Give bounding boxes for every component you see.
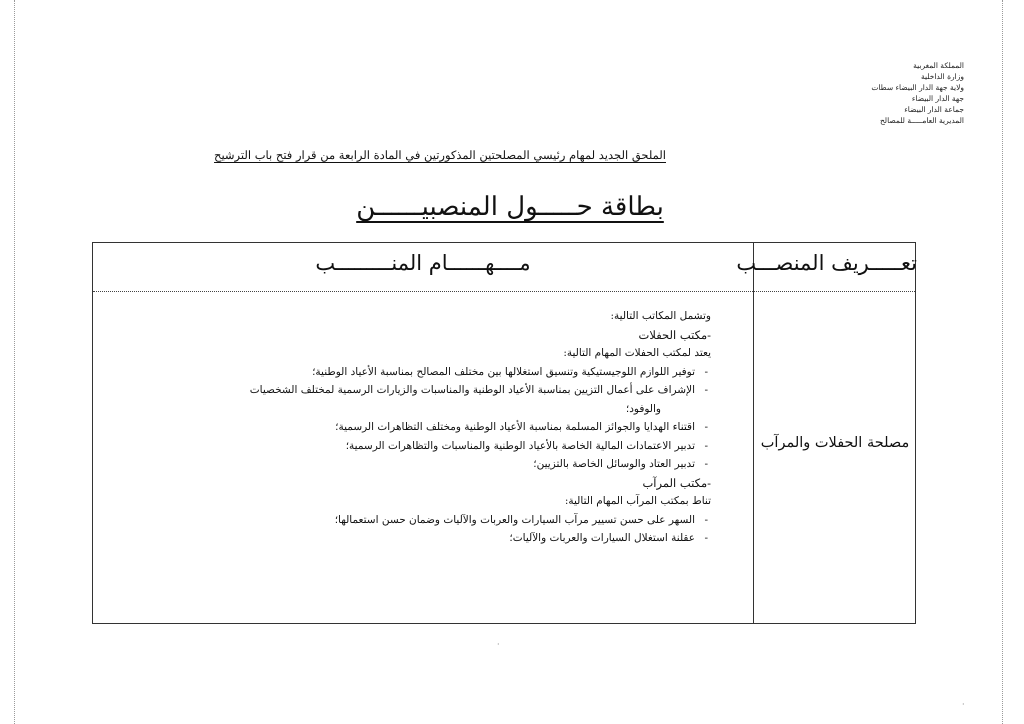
annex-title: الملحق الجديد لمهام رئيسي المصلحتين المذكورتين في المادة الرابعة من قرار فتح باب الترشيح: [214, 148, 666, 162]
office-heading-celebrations: -مكتب الحفلات: [638, 327, 711, 342]
task-item: - اقتناء الهدايا والجوائز المسلمة بمناسبة الأعياد الوطنية ومختلف التظاهرات الرسمية؛: [111, 418, 711, 437]
header-line: المملكة المغربية: [913, 61, 964, 70]
office-heading-garage: -مكتب المرآب: [642, 475, 711, 490]
task-item: - السهر على حسن تسيير مرآب السيارات والعربات والآليات وضمان حسن استعمالها؛: [111, 511, 711, 530]
card-title: بطاقة حـــــول المنصبيــــــن: [356, 192, 664, 222]
header-line: جماعة الدار البيضاء: [904, 105, 964, 114]
task-item: - الإشراف على أعمال التزيين بمناسبة الأعياد الوطنية والمناسبات والزيارات الرسمية لمختلف الشخصيات: [111, 381, 711, 400]
task-item: - تدبير العتاد والوسائل الخاصة بالتزيين؛: [111, 455, 711, 474]
administrative-header: [824, 60, 964, 126]
task-item: - عقلنة استغلال السيارات والعربات والآليات؛: [111, 529, 711, 548]
scan-guide-right: [1002, 0, 1003, 724]
tasks-list: [111, 307, 711, 548]
scan-speck: ·: [962, 700, 965, 709]
task-item: - توفير اللوازم اللوجيستيكية وتنسيق استغلالها بين مختلف المصالح بمناسبة الأعياد الوطنية؛: [111, 363, 711, 382]
tasks-lead-garage: تناط بمكتب المرآب المهام التالية:: [564, 495, 711, 507]
positions-table: [92, 242, 916, 624]
task-item-continuation: والوفود؛: [625, 402, 661, 415]
task-item: - تدبير الاعتمادات المالية الخاصة بالأعياد الوطنية والمناسبات والتظاهرات الرسمية؛: [111, 437, 711, 456]
header-divider: [93, 291, 915, 292]
position-definition: مصلحة الحفلات والمرآب: [760, 435, 910, 451]
definition-column-header: تعـــــريف المنصـــب: [736, 251, 917, 275]
header-line: المديرية العامـــــة للمصالح: [879, 116, 964, 125]
scan-guide-left: [14, 0, 15, 724]
scan-speck: ·: [497, 640, 500, 649]
header-line: ولاية جهة الدار البيضاء سطات: [871, 83, 964, 92]
tasks-intro: وتشمل المكاتب التالية:: [610, 310, 711, 322]
column-divider: [753, 243, 754, 623]
header-line: جهة الدار البيضاء: [911, 94, 964, 103]
tasks-column-header: مــــهــــــام المنـــــــــب: [315, 251, 531, 275]
tasks-lead-celebrations: يعتد لمكتب الحفلات المهام التالية:: [563, 347, 711, 359]
header-line: وزارة الداخلية: [920, 72, 964, 81]
